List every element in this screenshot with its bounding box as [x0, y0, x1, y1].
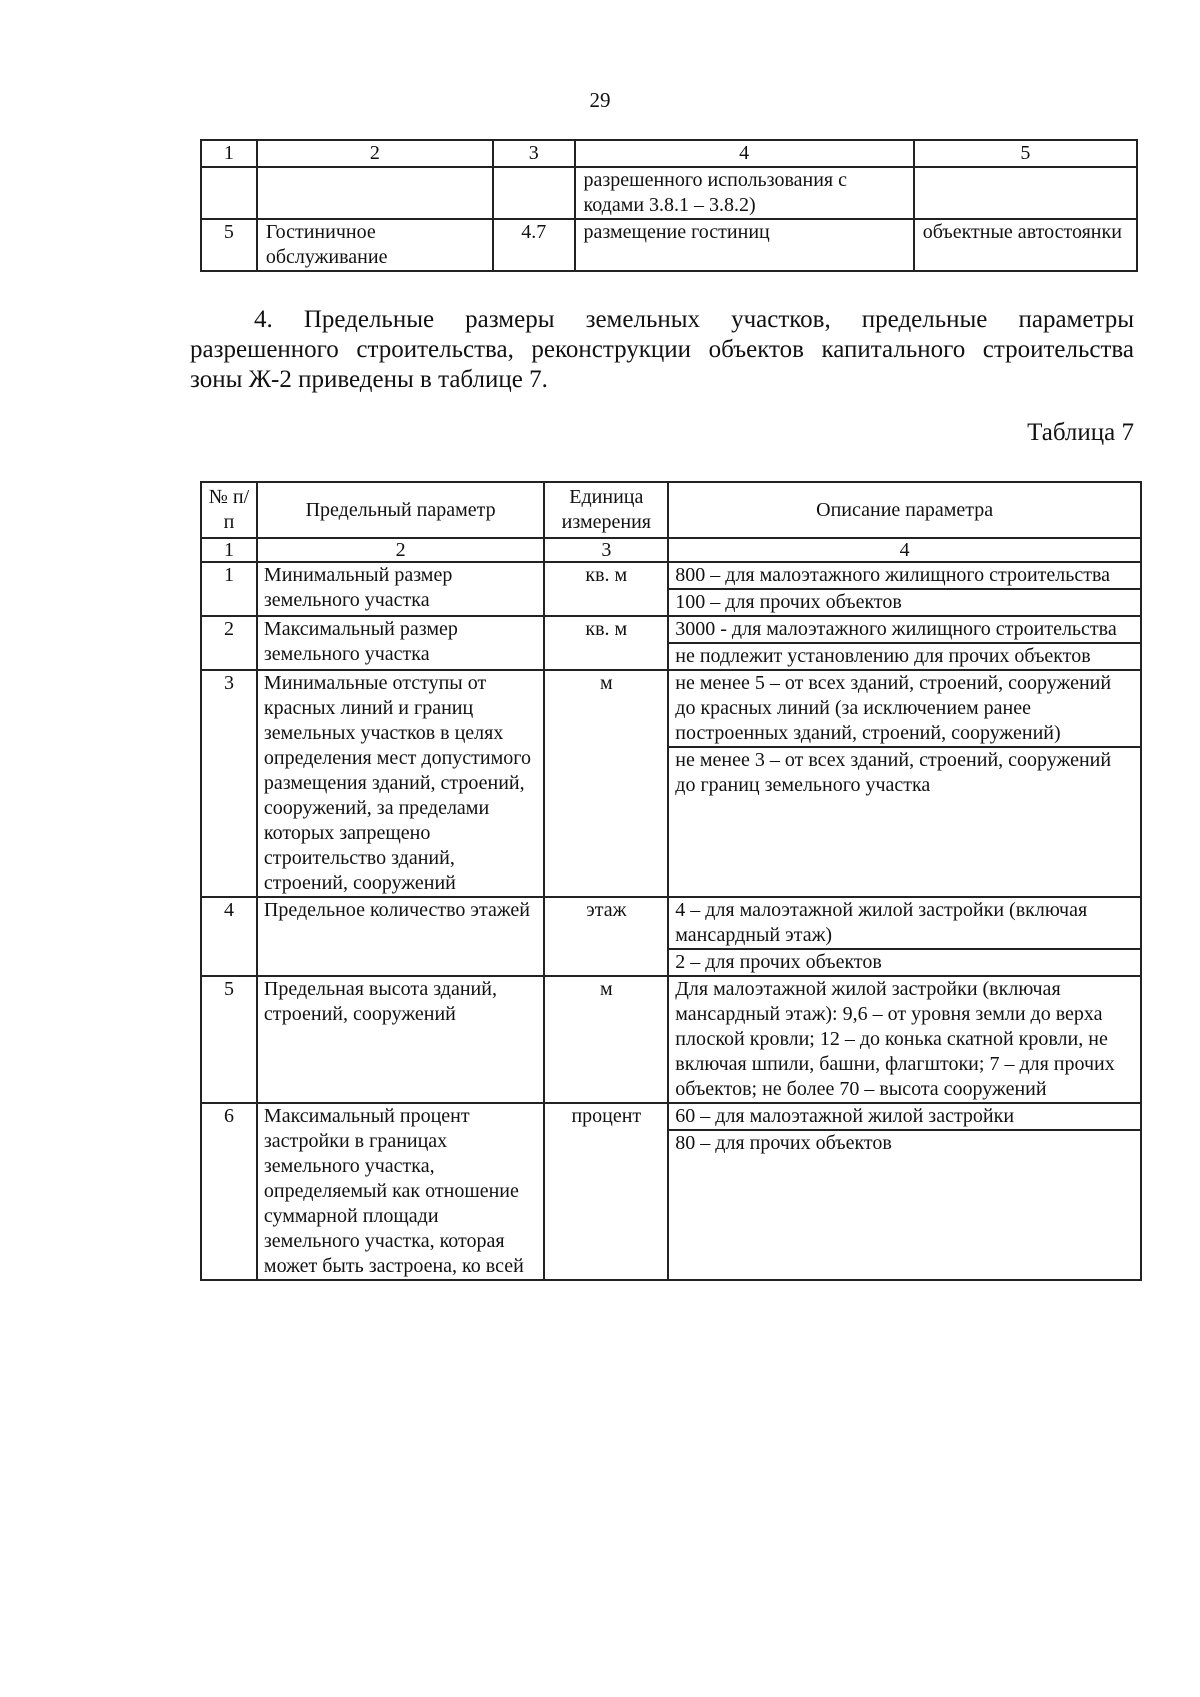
- table-caption: Таблица 7: [1027, 419, 1134, 446]
- row-desc: [668, 1103, 1141, 1280]
- col-number: 4: [575, 140, 914, 167]
- row-desc: [668, 670, 1141, 897]
- row-param: Предельное количество этажей: [257, 897, 544, 976]
- cell-num: [201, 167, 257, 219]
- page-number: 29: [589, 88, 611, 112]
- row-desc: [668, 562, 1141, 616]
- table-row: [201, 616, 1141, 670]
- row-desc: [668, 976, 1141, 1103]
- desc-line: 80 – для прочих объектов: [669, 1129, 1140, 1156]
- cell-num: 5: [201, 219, 257, 271]
- col-number: 4: [668, 538, 1141, 562]
- column-numbers-row: [201, 538, 1141, 562]
- table-row: [201, 1103, 1141, 1280]
- row-num: 2: [201, 616, 257, 670]
- table-row: [201, 219, 1137, 271]
- row-unit: кв. м: [544, 562, 668, 616]
- col-number: 2: [257, 538, 544, 562]
- desc-line: 60 – для малоэтажной жилой застройки: [675, 1105, 1015, 1127]
- desc-line: не менее 5 – от всех зданий, строений, сооружений до красных линий (за исключением ранее построенных зданий, строений, сооружений): [675, 672, 1112, 744]
- desc-line: 800 – для малоэтажного жилищного строительства: [675, 564, 1111, 586]
- header-desc: Описание параметра: [668, 482, 1141, 538]
- row-param: Минимальный размер земельного участка: [257, 562, 544, 616]
- header-unit: Единица измерения: [544, 482, 668, 538]
- row-param: Предельная высота зданий, строений, сооружений: [257, 976, 544, 1103]
- row-param: Максимальный размер земельного участка: [257, 616, 544, 670]
- desc-line: Для малоэтажной жилой застройки (включая мансардный этаж): 9,6 – от уровня земли до верха плоской кровли; 12 – до конька скатной кровли, не включая шпили, башни, флагштоки; 7 – для прочих объектов; не более 70 – высота сооружений: [675, 978, 1115, 1100]
- table-row: [201, 670, 1141, 897]
- col-number: 1: [201, 140, 257, 167]
- body-paragraph: 4. Предельные размеры земельных участков, предельные параметры разрешенного строительства, реконструкции объектов капитального строительства зоны Ж-2 приведены в таблице 7.: [190, 306, 1134, 393]
- row-num: 6: [201, 1103, 257, 1280]
- table-row: [201, 562, 1141, 616]
- desc-line: не менее 3 – от всех зданий, строений, сооружений до границ земельного участка: [669, 746, 1140, 798]
- row-num: 3: [201, 670, 257, 897]
- row-num: 1: [201, 562, 257, 616]
- cell-name: [257, 167, 493, 219]
- row-desc: [668, 897, 1141, 976]
- desc-line: не подлежит установлению для прочих объектов: [669, 642, 1140, 669]
- cell-code: 4.7: [493, 219, 575, 271]
- cell-description: разрешенного использования с кодами 3.8.1 – 3.8.2): [575, 167, 914, 219]
- row-param: Минимальные отступы от красных линий и границ земельных участков в целях определения мест допустимого размещения зданий, строений, сооружений, за пределами которых запрещено строительство зданий, строений, сооружений: [257, 670, 544, 897]
- desc-line: 4 – для малоэтажной жилой застройки (включая мансардный этаж): [675, 899, 1088, 946]
- row-num: 5: [201, 976, 257, 1103]
- continued-table: [200, 139, 1138, 272]
- table-row: [201, 167, 1137, 219]
- col-number: 5: [914, 140, 1137, 167]
- row-unit: м: [544, 670, 668, 897]
- col-number: 1: [201, 538, 257, 562]
- col-number: 2: [257, 140, 493, 167]
- row-desc: [668, 616, 1141, 670]
- row-unit: этаж: [544, 897, 668, 976]
- table-row: [201, 897, 1141, 976]
- row-unit: процент: [544, 1103, 668, 1280]
- row-unit: кв. м: [544, 616, 668, 670]
- table-row: [201, 976, 1141, 1103]
- cell-description: размещение гостиниц: [575, 219, 914, 271]
- cell-aux: [914, 167, 1137, 219]
- row-unit: м: [544, 976, 668, 1103]
- cell-name: Гостиничное обслуживание: [257, 219, 493, 271]
- col-number: 3: [544, 538, 668, 562]
- row-param: Максимальный процент застройки в границах земельного участка, определяемый как отношение суммарной площади земельного участка, которая может быть застроена, ко всей: [257, 1103, 544, 1280]
- table-7-header: [201, 482, 1141, 538]
- header-num: № п/п: [201, 482, 257, 538]
- cell-aux: объектные автостоянки: [914, 219, 1137, 271]
- desc-line: 3000 - для малоэтажного жилищного строительства: [675, 618, 1117, 640]
- table-7: [200, 481, 1142, 1281]
- row-num: 4: [201, 897, 257, 976]
- desc-line: 100 – для прочих объектов: [669, 588, 1140, 615]
- cell-code: [493, 167, 575, 219]
- col-number: 3: [493, 140, 575, 167]
- header-param: Предельный параметр: [257, 482, 544, 538]
- desc-line: 2 – для прочих объектов: [669, 948, 1140, 975]
- continued-table-header: [201, 140, 1137, 167]
